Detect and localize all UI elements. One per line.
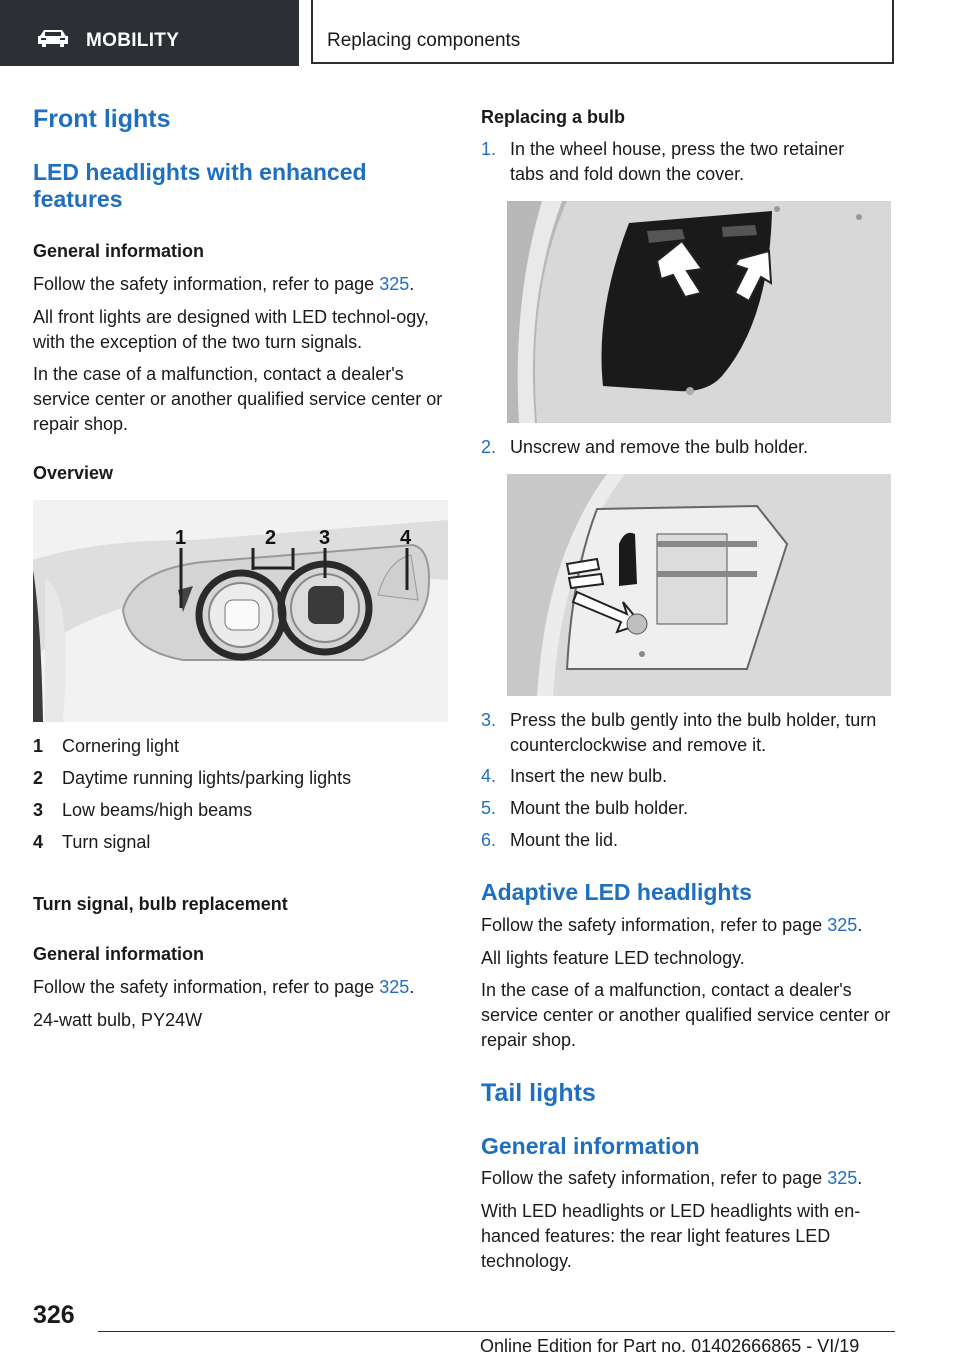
car-icon bbox=[36, 28, 70, 48]
front-lights-title: Front lights bbox=[33, 105, 171, 133]
chapter-tab bbox=[311, 0, 894, 64]
headlight-overview-image bbox=[33, 500, 448, 722]
callout-2: 2 bbox=[265, 527, 277, 549]
headlight-illustration bbox=[33, 500, 448, 722]
overview-heading: Overview bbox=[33, 463, 114, 483]
page-link[interactable]: 325 bbox=[379, 977, 410, 997]
bulb-spec: 24-watt bulb, PY24W bbox=[33, 1010, 203, 1030]
malfunction-paragraph: In the case of a malfunction, contact a dealer's service center or another qualified service center or repair shop. bbox=[33, 364, 443, 434]
callout-1: 1 bbox=[175, 527, 187, 549]
tail-general-heading: General information bbox=[481, 1133, 700, 1159]
led-paragraph: All front lights are designed with LED technol-ogy, with the exception of the two turn signals. bbox=[33, 307, 429, 352]
tail-lights-title: Tail lights bbox=[481, 1079, 596, 1107]
section-label: MOBILITY bbox=[86, 30, 180, 51]
bulb-holder-illustration bbox=[507, 474, 891, 696]
page-link[interactable]: 325 bbox=[379, 274, 410, 294]
general-info-heading: General information bbox=[33, 241, 205, 261]
callout-4: 4 bbox=[400, 527, 412, 549]
page-link[interactable]: 325 bbox=[827, 1168, 858, 1188]
edition-label: Online Edition for Part no. 01402666865 - VI/19 bbox=[480, 1336, 860, 1356]
turn-signal-heading: Turn signal, bulb replacement bbox=[33, 894, 288, 914]
safety-ref-2: Follow the safety information, refer to page 325. bbox=[33, 977, 415, 997]
cover-illustration bbox=[507, 201, 891, 423]
page-header bbox=[0, 0, 960, 66]
legend-item: 2 Daytime running lights/parking lights bbox=[33, 768, 352, 788]
adaptive-safety-ref: Follow the safety information, refer to page 325. bbox=[481, 915, 863, 935]
tail-safety-ref: Follow the safety information, refer to page 325. bbox=[481, 1168, 863, 1188]
section-tab bbox=[0, 0, 299, 66]
adaptive-led-text: All lights feature LED technology. bbox=[481, 948, 745, 968]
general-info2-heading: General information bbox=[33, 944, 205, 964]
legend-item: 4 Turn signal bbox=[33, 832, 151, 852]
safety-ref: Follow the safety information, refer to page 325. bbox=[33, 274, 415, 294]
led-enhanced-heading: LED headlights with enhanced features bbox=[33, 159, 367, 212]
wheel-house-cover-image bbox=[507, 201, 891, 423]
replacing-bulb-heading: Replacing a bulb bbox=[481, 107, 626, 127]
footer-divider bbox=[98, 1331, 895, 1332]
adaptive-malfunction-text: In the case of a malfunction, contact a dealer's service center or another qualified service center or repair shop. bbox=[481, 980, 891, 1050]
callout-3: 3 bbox=[319, 527, 331, 549]
page-link[interactable]: 325 bbox=[827, 915, 858, 935]
legend-item: 1 Cornering light bbox=[33, 736, 180, 756]
chapter-label: Replacing components bbox=[327, 30, 521, 51]
legend-item: 3 Low beams/high beams bbox=[33, 800, 253, 820]
adaptive-led-heading: Adaptive LED headlights bbox=[481, 879, 752, 905]
bulb-holder-image bbox=[507, 474, 891, 696]
page-number: 326 bbox=[33, 1301, 75, 1329]
tail-led-text: With LED headlights or LED headlights with en-hanced features: the rear light features LED technology. bbox=[481, 1201, 861, 1271]
overview-legend bbox=[33, 734, 453, 862]
